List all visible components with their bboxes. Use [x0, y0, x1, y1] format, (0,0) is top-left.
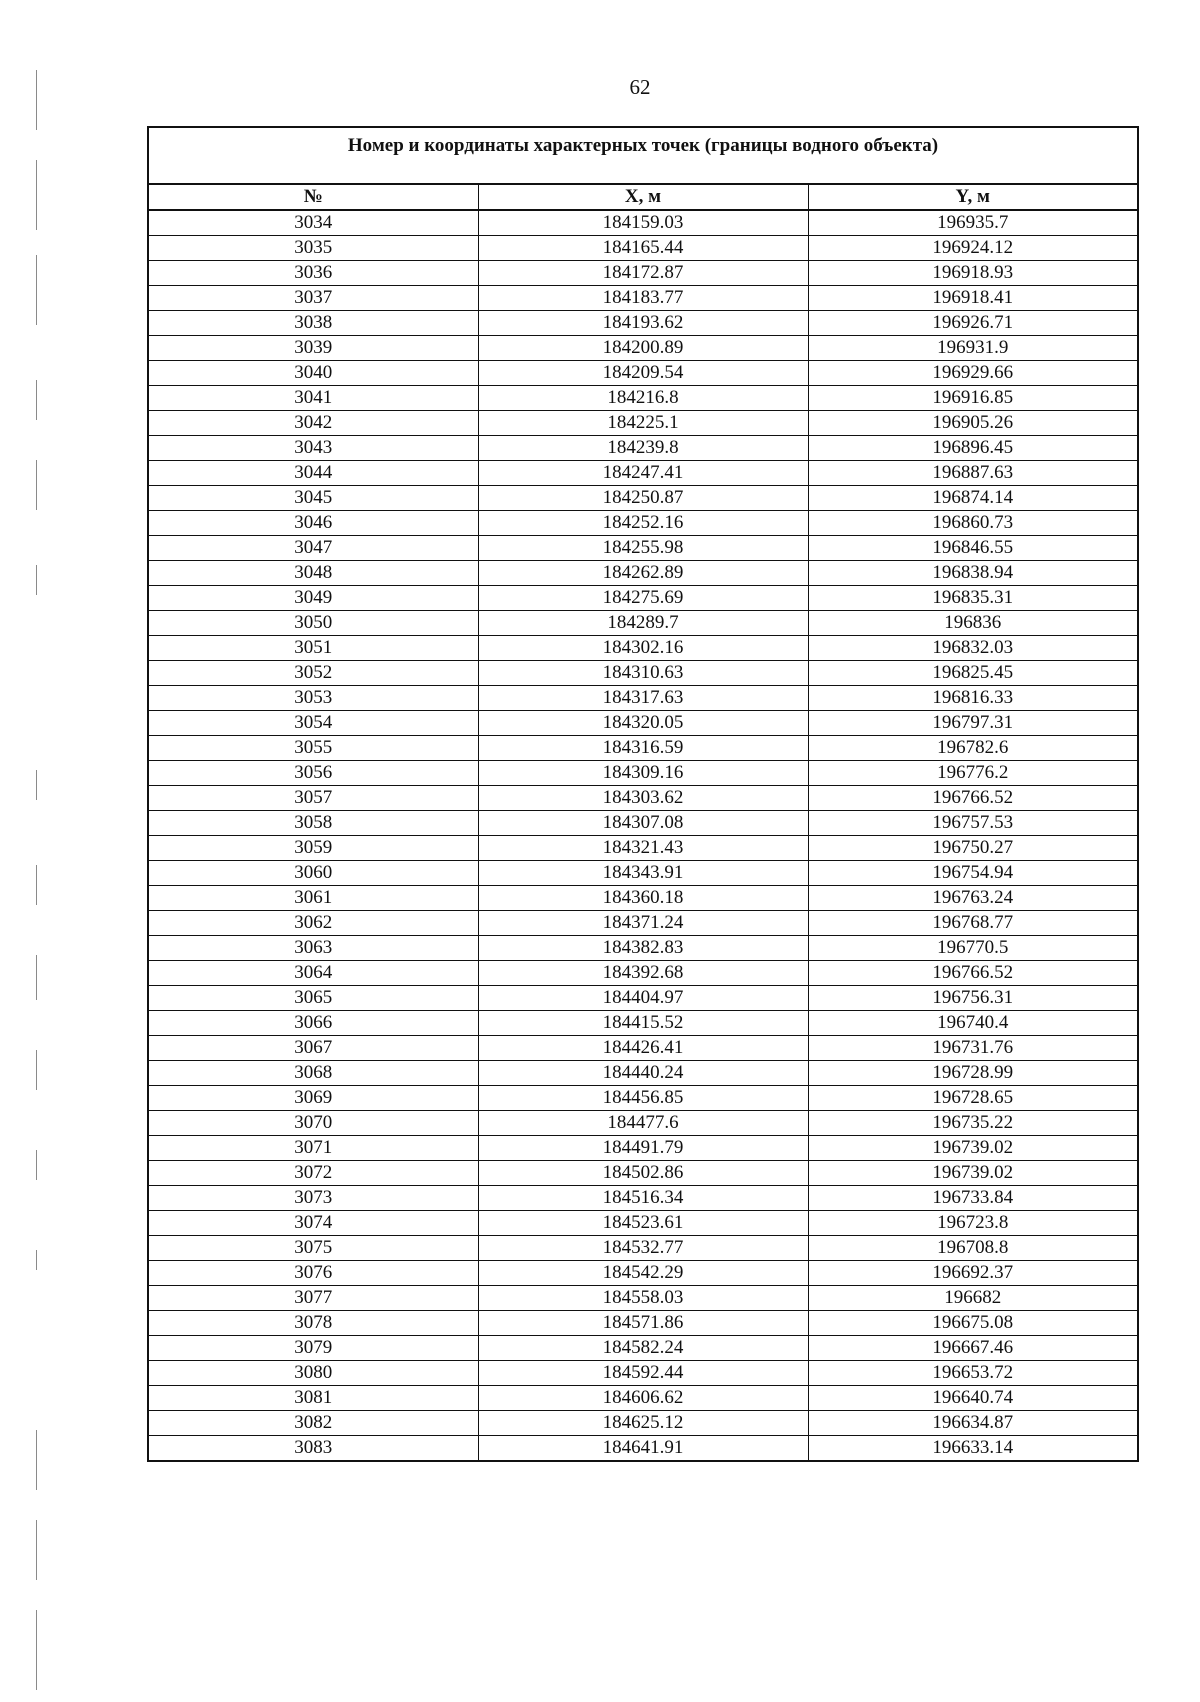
x-coordinate: 184592.44	[478, 1361, 808, 1386]
x-coordinate: 184606.62	[478, 1386, 808, 1411]
y-coordinate: 196874.14	[808, 486, 1138, 511]
y-coordinate: 196667.46	[808, 1336, 1138, 1361]
table-row	[148, 436, 1138, 461]
x-coordinate: 184275.69	[478, 586, 808, 611]
x-coordinate: 184582.24	[478, 1336, 808, 1361]
point-number: 3060	[148, 861, 478, 886]
y-coordinate: 196832.03	[808, 636, 1138, 661]
table-row	[148, 1386, 1138, 1411]
table-row	[148, 1161, 1138, 1186]
point-number: 3043	[148, 436, 478, 461]
y-coordinate: 196846.55	[808, 536, 1138, 561]
y-coordinate: 196935.7	[808, 210, 1138, 236]
y-coordinate: 196768.77	[808, 911, 1138, 936]
x-coordinate: 184532.77	[478, 1236, 808, 1261]
point-number: 3065	[148, 986, 478, 1011]
x-coordinate: 184477.6	[478, 1111, 808, 1136]
table-row	[148, 1186, 1138, 1211]
x-coordinate: 184516.34	[478, 1186, 808, 1211]
point-number: 3037	[148, 286, 478, 311]
table-row	[148, 361, 1138, 386]
scan-mark	[36, 160, 37, 230]
x-coordinate: 184247.41	[478, 461, 808, 486]
column-header-y: Y, м	[808, 184, 1138, 210]
point-number: 3034	[148, 210, 478, 236]
point-number: 3063	[148, 936, 478, 961]
table-row	[148, 1361, 1138, 1386]
point-number: 3055	[148, 736, 478, 761]
table-row	[148, 1336, 1138, 1361]
x-coordinate: 184250.87	[478, 486, 808, 511]
point-number: 3083	[148, 1436, 478, 1462]
point-number: 3053	[148, 686, 478, 711]
y-coordinate: 196708.8	[808, 1236, 1138, 1261]
table-row	[148, 386, 1138, 411]
table-row	[148, 411, 1138, 436]
point-number: 3040	[148, 361, 478, 386]
table-row	[148, 1011, 1138, 1036]
y-coordinate: 196723.8	[808, 1211, 1138, 1236]
point-number: 3082	[148, 1411, 478, 1436]
y-coordinate: 196770.5	[808, 936, 1138, 961]
y-coordinate: 196728.99	[808, 1061, 1138, 1086]
y-coordinate: 196757.53	[808, 811, 1138, 836]
scan-mark	[36, 1610, 37, 1690]
point-number: 3066	[148, 1011, 478, 1036]
table-row	[148, 861, 1138, 886]
table-row	[148, 1311, 1138, 1336]
table-row	[148, 1061, 1138, 1086]
scan-mark	[36, 255, 37, 325]
x-coordinate: 184404.97	[478, 986, 808, 1011]
coordinates-table	[147, 126, 1139, 1462]
x-coordinate: 184392.68	[478, 961, 808, 986]
point-number: 3081	[148, 1386, 478, 1411]
point-number: 3044	[148, 461, 478, 486]
table-row	[148, 961, 1138, 986]
point-number: 3038	[148, 311, 478, 336]
x-coordinate: 184641.91	[478, 1436, 808, 1462]
point-number: 3036	[148, 261, 478, 286]
y-coordinate: 196816.33	[808, 686, 1138, 711]
point-number: 3057	[148, 786, 478, 811]
y-coordinate: 196782.6	[808, 736, 1138, 761]
page-number: 62	[629, 75, 651, 99]
y-coordinate: 196731.76	[808, 1036, 1138, 1061]
scan-mark	[36, 770, 37, 800]
y-coordinate: 196896.45	[808, 436, 1138, 461]
table-row	[148, 661, 1138, 686]
x-coordinate: 184440.24	[478, 1061, 808, 1086]
y-coordinate: 196739.02	[808, 1161, 1138, 1186]
table-row	[148, 711, 1138, 736]
y-coordinate: 196887.63	[808, 461, 1138, 486]
scan-mark	[36, 955, 37, 1000]
x-coordinate: 184216.8	[478, 386, 808, 411]
y-coordinate: 196926.71	[808, 311, 1138, 336]
table-row	[148, 561, 1138, 586]
x-coordinate: 184316.59	[478, 736, 808, 761]
x-coordinate: 184456.85	[478, 1086, 808, 1111]
table-row	[148, 461, 1138, 486]
x-coordinate: 184159.03	[478, 210, 808, 236]
x-coordinate: 184310.63	[478, 661, 808, 686]
table-row	[148, 736, 1138, 761]
x-coordinate: 184289.7	[478, 611, 808, 636]
table-row	[148, 1036, 1138, 1061]
point-number: 3047	[148, 536, 478, 561]
y-coordinate: 196825.45	[808, 661, 1138, 686]
x-coordinate: 184542.29	[478, 1261, 808, 1286]
x-coordinate: 184320.05	[478, 711, 808, 736]
table-row	[148, 536, 1138, 561]
x-coordinate: 184343.91	[478, 861, 808, 886]
table-row	[148, 1211, 1138, 1236]
column-header-number: №	[148, 184, 478, 210]
scan-mark	[36, 865, 37, 905]
x-coordinate: 184239.8	[478, 436, 808, 461]
x-coordinate: 184183.77	[478, 286, 808, 311]
y-coordinate: 196692.37	[808, 1261, 1138, 1286]
table-row	[148, 611, 1138, 636]
column-header-x: X, м	[478, 184, 808, 210]
x-coordinate: 184360.18	[478, 886, 808, 911]
y-coordinate: 196633.14	[808, 1436, 1138, 1462]
table-row	[148, 786, 1138, 811]
y-coordinate: 196918.41	[808, 286, 1138, 311]
x-coordinate: 184309.16	[478, 761, 808, 786]
point-number: 3069	[148, 1086, 478, 1111]
table-row	[148, 936, 1138, 961]
x-coordinate: 184193.62	[478, 311, 808, 336]
y-coordinate: 196728.65	[808, 1086, 1138, 1111]
x-coordinate: 184382.83	[478, 936, 808, 961]
y-coordinate: 196754.94	[808, 861, 1138, 886]
table-row	[148, 1436, 1138, 1462]
x-coordinate: 184200.89	[478, 336, 808, 361]
y-coordinate: 196750.27	[808, 836, 1138, 861]
x-coordinate: 184307.08	[478, 811, 808, 836]
scan-mark	[36, 1250, 37, 1270]
point-number: 3068	[148, 1061, 478, 1086]
table-row	[148, 261, 1138, 286]
point-number: 3056	[148, 761, 478, 786]
scan-mark	[36, 1050, 37, 1090]
x-coordinate: 184302.16	[478, 636, 808, 661]
x-coordinate: 184571.86	[478, 1311, 808, 1336]
table-row	[148, 236, 1138, 261]
point-number: 3070	[148, 1111, 478, 1136]
table-row	[148, 886, 1138, 911]
table-row	[148, 836, 1138, 861]
point-number: 3051	[148, 636, 478, 661]
point-number: 3079	[148, 1336, 478, 1361]
point-number: 3080	[148, 1361, 478, 1386]
x-coordinate: 184262.89	[478, 561, 808, 586]
table-row	[148, 1261, 1138, 1286]
scan-mark	[36, 380, 37, 420]
x-coordinate: 184625.12	[478, 1411, 808, 1436]
point-number: 3054	[148, 711, 478, 736]
x-coordinate: 184317.63	[478, 686, 808, 711]
y-coordinate: 196653.72	[808, 1361, 1138, 1386]
y-coordinate: 196860.73	[808, 511, 1138, 536]
point-number: 3074	[148, 1211, 478, 1236]
table-row	[148, 1111, 1138, 1136]
x-coordinate: 184558.03	[478, 1286, 808, 1311]
table-row	[148, 511, 1138, 536]
x-coordinate: 184255.98	[478, 536, 808, 561]
table-row	[148, 1411, 1138, 1436]
point-number: 3041	[148, 386, 478, 411]
table-row	[148, 1086, 1138, 1111]
y-coordinate: 196735.22	[808, 1111, 1138, 1136]
y-coordinate: 196835.31	[808, 586, 1138, 611]
point-number: 3071	[148, 1136, 478, 1161]
table-row	[148, 686, 1138, 711]
y-coordinate: 196739.02	[808, 1136, 1138, 1161]
x-coordinate: 184523.61	[478, 1211, 808, 1236]
x-coordinate: 184252.16	[478, 511, 808, 536]
scan-mark	[36, 1150, 37, 1180]
y-coordinate: 196929.66	[808, 361, 1138, 386]
point-number: 3046	[148, 511, 478, 536]
point-number: 3058	[148, 811, 478, 836]
y-coordinate: 196733.84	[808, 1186, 1138, 1211]
y-coordinate: 196776.2	[808, 761, 1138, 786]
x-coordinate: 184165.44	[478, 236, 808, 261]
x-coordinate: 184426.41	[478, 1036, 808, 1061]
point-number: 3045	[148, 486, 478, 511]
table-row	[148, 586, 1138, 611]
point-number: 3061	[148, 886, 478, 911]
table-row	[148, 911, 1138, 936]
table-row	[148, 811, 1138, 836]
point-number: 3042	[148, 411, 478, 436]
x-coordinate: 184415.52	[478, 1011, 808, 1036]
point-number: 3048	[148, 561, 478, 586]
y-coordinate: 196756.31	[808, 986, 1138, 1011]
y-coordinate: 196640.74	[808, 1386, 1138, 1411]
y-coordinate: 196931.9	[808, 336, 1138, 361]
point-number: 3062	[148, 911, 478, 936]
y-coordinate: 196916.85	[808, 386, 1138, 411]
x-coordinate: 184321.43	[478, 836, 808, 861]
y-coordinate: 196836	[808, 611, 1138, 636]
table-row	[148, 761, 1138, 786]
table-row	[148, 210, 1138, 236]
table-row	[148, 1236, 1138, 1261]
scan-mark	[36, 565, 37, 595]
table-row	[148, 1286, 1138, 1311]
x-coordinate: 184371.24	[478, 911, 808, 936]
point-number: 3067	[148, 1036, 478, 1061]
table-row	[148, 1136, 1138, 1161]
point-number: 3049	[148, 586, 478, 611]
point-number: 3059	[148, 836, 478, 861]
point-number: 3077	[148, 1286, 478, 1311]
y-coordinate: 196905.26	[808, 411, 1138, 436]
table-title: Номер и координаты характерных точек (границы водного объекта)	[148, 127, 1138, 184]
point-number: 3064	[148, 961, 478, 986]
y-coordinate: 196766.52	[808, 961, 1138, 986]
point-number: 3072	[148, 1161, 478, 1186]
y-coordinate: 196682	[808, 1286, 1138, 1311]
y-coordinate: 196740.4	[808, 1011, 1138, 1036]
table-row	[148, 636, 1138, 661]
point-number: 3052	[148, 661, 478, 686]
scan-mark	[36, 460, 37, 510]
point-number: 3035	[148, 236, 478, 261]
table-row	[148, 286, 1138, 311]
point-number: 3076	[148, 1261, 478, 1286]
y-coordinate: 196797.31	[808, 711, 1138, 736]
x-coordinate: 184502.86	[478, 1161, 808, 1186]
x-coordinate: 184303.62	[478, 786, 808, 811]
table-row	[148, 336, 1138, 361]
y-coordinate: 196763.24	[808, 886, 1138, 911]
y-coordinate: 196918.93	[808, 261, 1138, 286]
x-coordinate: 184209.54	[478, 361, 808, 386]
point-number: 3073	[148, 1186, 478, 1211]
y-coordinate: 196634.87	[808, 1411, 1138, 1436]
x-coordinate: 184172.87	[478, 261, 808, 286]
scan-mark	[36, 1430, 37, 1490]
x-coordinate: 184491.79	[478, 1136, 808, 1161]
y-coordinate: 196766.52	[808, 786, 1138, 811]
point-number: 3050	[148, 611, 478, 636]
table-row	[148, 311, 1138, 336]
table-row	[148, 986, 1138, 1011]
y-coordinate: 196838.94	[808, 561, 1138, 586]
point-number: 3078	[148, 1311, 478, 1336]
point-number: 3075	[148, 1236, 478, 1261]
y-coordinate: 196675.08	[808, 1311, 1138, 1336]
table-row	[148, 486, 1138, 511]
point-number: 3039	[148, 336, 478, 361]
x-coordinate: 184225.1	[478, 411, 808, 436]
table-body	[148, 210, 1138, 1461]
y-coordinate: 196924.12	[808, 236, 1138, 261]
scan-mark	[36, 1520, 37, 1580]
